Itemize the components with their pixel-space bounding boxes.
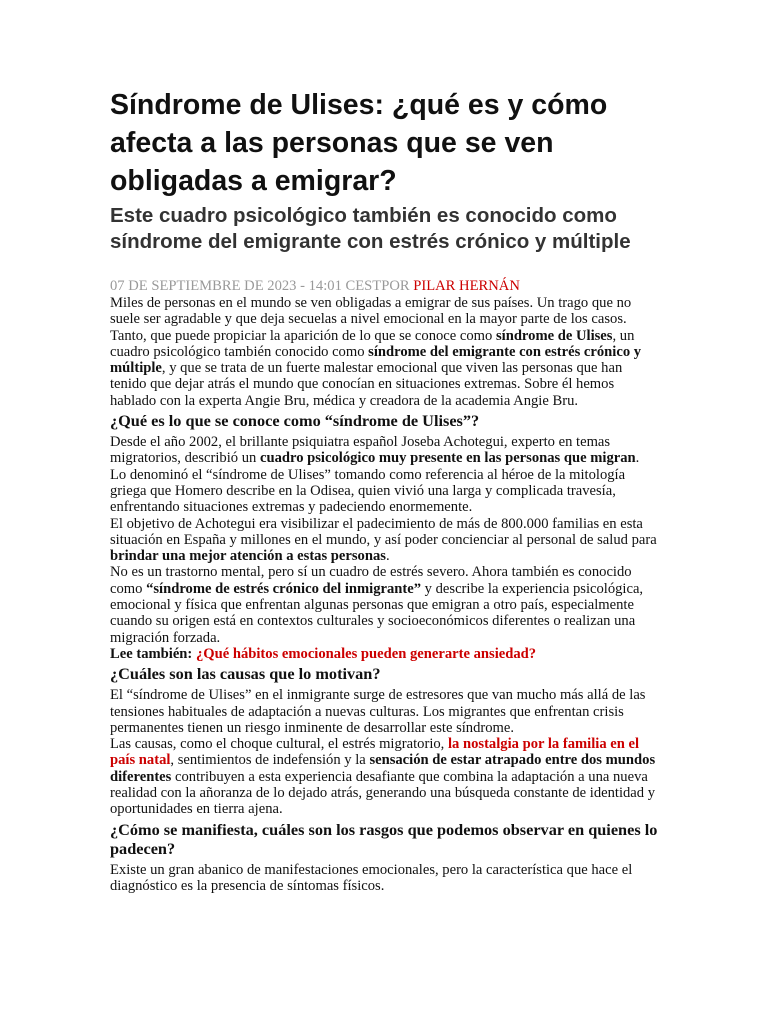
text: , y que se trata de un fuerte malestar emocional que viven las personas que han tenido que dejar atrás el mundo que conocían en situaciones extremas. Sobre él hemos hablado con la experta Angie Bru, médica y creadora de la academia Angie Bru. — [110, 360, 623, 409]
text: contribuyen a esta experiencia desafiante que combina la adaptación a una nueva realidad con la añoranza de lo dejado atrás, generando una búsqueda constante de identidad y oportunidades en tierra ajena. — [110, 768, 656, 818]
bold-text: sensación de estar atrapado entre dos mundos diferentes — [110, 752, 656, 785]
text: Las causas, como el choque cultural, el estrés migratorio, — [110, 736, 448, 753]
section-heading-what-is: ¿Qué es lo que se conoce como “síndrome de Ulises”? — [110, 411, 480, 431]
text: y describe la experiencia psicológica, emocional y física que enfrentan algunas personas que emigran a otro país, especialmente cuando su origen está en contextos culturales y socioeconómicos diferentes o realizan una migración forzada. — [110, 580, 644, 646]
bold-text: cuadro psicológico muy presente en las personas que migran — [259, 450, 636, 467]
byline-prefix: POR — [381, 278, 414, 294]
text: Desde el año 2002, el brillante psiquiatra español Joseba Achotegui, experto en temas migratorios, describió un — [110, 434, 611, 467]
article-title: Síndrome de Ulises: ¿qué es y cómo afecta a las personas que se ven obligadas a emigrar? — [110, 89, 608, 197]
paragraph — [110, 736, 658, 817]
author-link[interactable]: PILAR HERNÁN — [413, 278, 520, 294]
article-meta — [110, 278, 658, 295]
text: , sentimientos de indefensión y la — [170, 752, 370, 769]
see-also — [110, 646, 658, 662]
text: El objetivo de Achotegui era visibilizar el padecimiento de más de 800.000 familias en esta situación en España y millones en el mundo, y así poder concienciar al personal de salud para — [110, 515, 657, 548]
text: Miles de personas en el mundo se ven obligadas a emigrar de sus países. Un trago que no suele ser agradable y que deja secuelas a nivel emocional en la mayor parte de los casos. Tanto, que puede propiciar la aparición de lo que se conoce como — [110, 295, 632, 344]
bold-text: síndrome del emigrante con estrés crónico y múltiple — [110, 343, 642, 377]
see-also-label: Lee también: — [110, 645, 196, 662]
bold-text: síndrome de Ulises — [495, 327, 613, 344]
section-heading-causes: ¿Cuáles son las causas que lo motivan? — [110, 664, 381, 684]
section-heading-symptoms: ¿Cómo se manifiesta, cuáles son los rasgos que podemos observar en quienes lo padecen? — [110, 819, 658, 858]
text: . Lo denominó el “síndrome de Ulises” tomando como referencia al héroe de la mitología griega que Homero describe en la Odisea, quien vivió una larga y complicada travesía, enfrentando situaciones extremas y padeciendo enormemente. — [110, 450, 640, 516]
bold-text: “síndrome de estrés crónico del inmigrante” — [146, 580, 422, 597]
text: No es un trastorno mental, pero sí un cuadro de estrés severo. Ahora también es conocido como — [110, 564, 632, 597]
paragraph: Existe un gran abanico de manifestaciones emocionales, pero la característica que hace el diagnóstico es la presencia de síntomas físicos. — [110, 861, 633, 894]
paragraph — [110, 516, 658, 565]
intro-paragraph — [110, 295, 658, 409]
paragraph — [110, 564, 658, 645]
publish-date: 07 DE SEPTIEMBRE DE 2023 - 14:01 CEST — [110, 278, 382, 294]
paragraph — [110, 434, 658, 515]
bold-text: brindar una mejor atención a estas personas — [110, 548, 386, 565]
text: , un cuadro psicológico también conocido como — [110, 327, 635, 360]
article-subtitle: Este cuadro psicológico también es conocido como síndrome del emigrante con estrés crónico y múltiple — [110, 204, 631, 253]
nostalgia-link[interactable]: la nostalgia por la familia en el país natal — [110, 736, 640, 769]
paragraph: El “síndrome de Ulises” en el inmigrante surge de estresores que van mucho más allá de las tensiones habituales de adaptación a nuevas culturas. Los migrantes que enfrentan crisis permanentes tienen un riesgo inminente de desarrollar este síndrome. — [110, 687, 646, 736]
text: . — [385, 548, 390, 565]
see-also-link[interactable]: ¿Qué hábitos emocionales pueden generarte ansiedad? — [195, 645, 537, 662]
article-body — [110, 295, 658, 894]
